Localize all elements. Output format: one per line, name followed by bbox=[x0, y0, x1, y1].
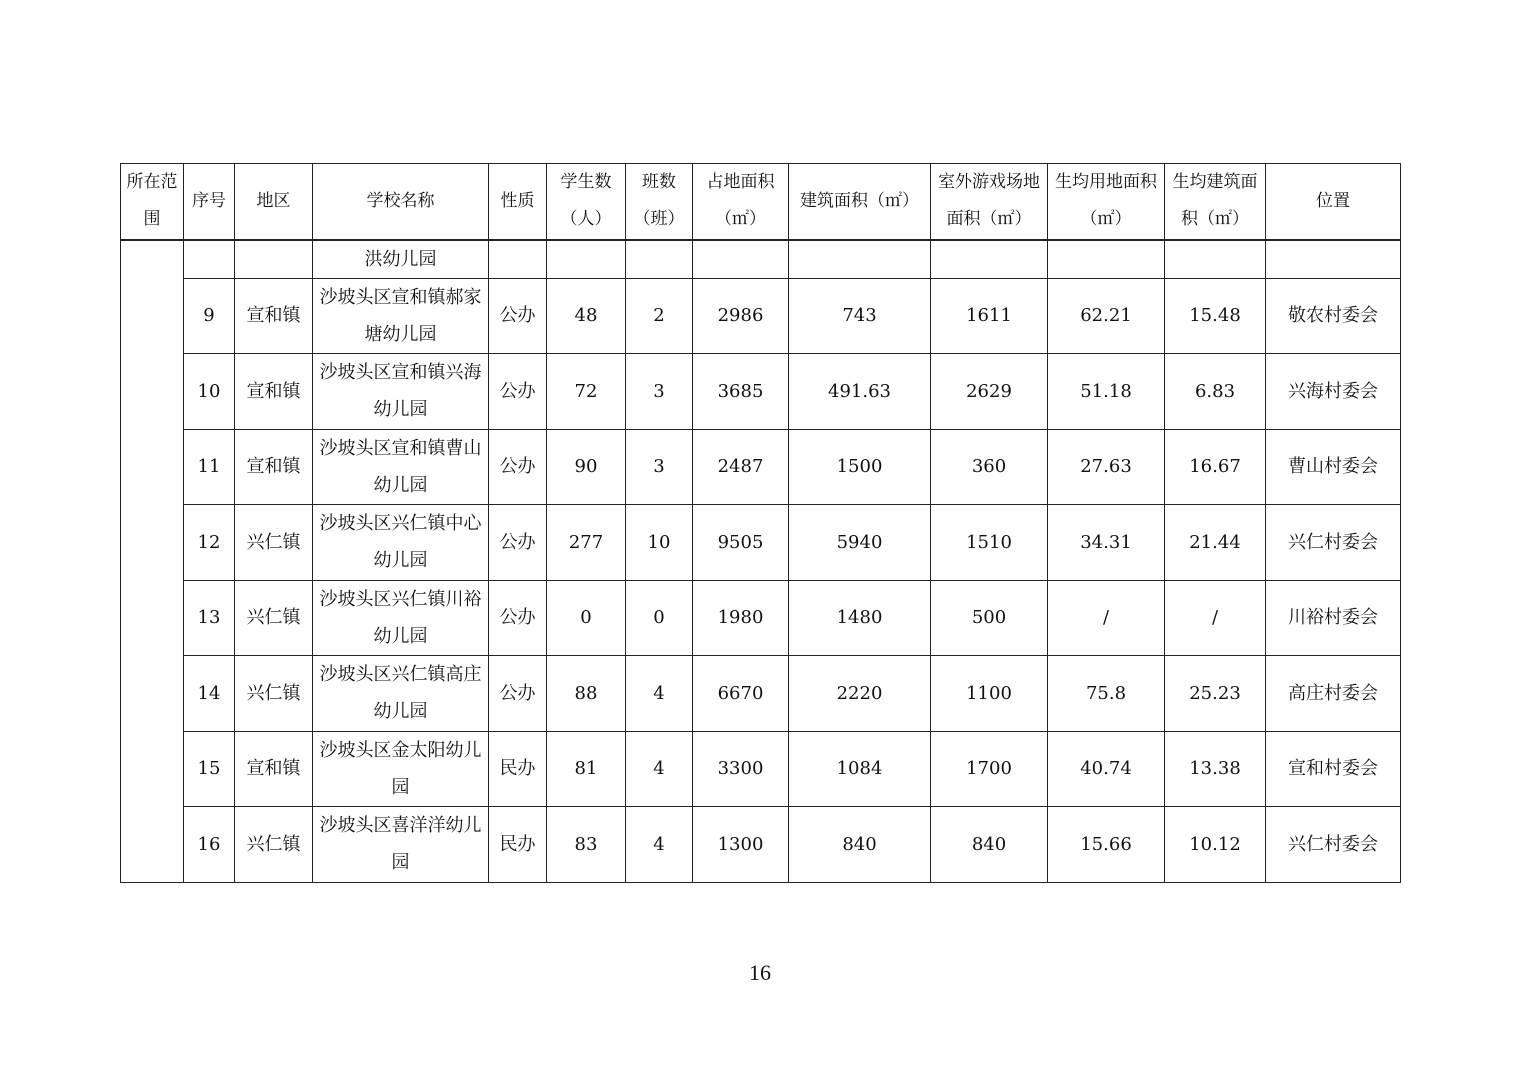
students-cell: 72 bbox=[547, 354, 626, 430]
kindergarten-table bbox=[120, 163, 1401, 883]
no-cell: 9 bbox=[184, 278, 235, 354]
school-cell: 沙坡头区宣和镇兴海幼儿园 bbox=[313, 354, 489, 430]
school-cell: 沙坡头区喜洋洋幼儿园 bbox=[313, 807, 489, 883]
location-cell: 曹山村委会 bbox=[1266, 429, 1401, 505]
col-students: 学生数（人） bbox=[547, 164, 626, 240]
build-per-cell: 15.48 bbox=[1165, 278, 1266, 354]
location-cell: 兴海村委会 bbox=[1266, 354, 1401, 430]
school-cell: 沙坡头区兴仁镇川裕幼儿园 bbox=[313, 580, 489, 656]
area-cell: 兴仁镇 bbox=[235, 807, 313, 883]
outdoor-cell: 1100 bbox=[931, 656, 1048, 732]
classes-cell: 4 bbox=[626, 731, 693, 807]
col-outdoor: 室外游戏场地面积（㎡） bbox=[931, 164, 1048, 240]
school-cell: 沙坡头区金太阳幼儿园 bbox=[313, 731, 489, 807]
students-cell: 90 bbox=[547, 429, 626, 505]
build-per-cell: 10.12 bbox=[1165, 807, 1266, 883]
students-cell: 83 bbox=[547, 807, 626, 883]
no-cell: 10 bbox=[184, 354, 235, 430]
land-per-cell: / bbox=[1048, 580, 1165, 656]
classes-cell: 10 bbox=[626, 505, 693, 581]
nature-cell: 公办 bbox=[489, 278, 547, 354]
no-cell: 12 bbox=[184, 505, 235, 581]
building-cell: 840 bbox=[789, 807, 931, 883]
area-cell: 兴仁镇 bbox=[235, 505, 313, 581]
land-cell: 1300 bbox=[693, 807, 789, 883]
nature-cell: 公办 bbox=[489, 656, 547, 732]
header-row bbox=[121, 164, 1401, 240]
nature-cell: 公办 bbox=[489, 505, 547, 581]
outdoor-cell: 840 bbox=[931, 807, 1048, 883]
col-building: 建筑面积（㎡） bbox=[789, 164, 931, 240]
nature-cell: 民办 bbox=[489, 731, 547, 807]
no-cell: 14 bbox=[184, 656, 235, 732]
area-cell: 宣和镇 bbox=[235, 278, 313, 354]
building-cell: 743 bbox=[789, 278, 931, 354]
build-per-cell: 25.23 bbox=[1165, 656, 1266, 732]
location-cell: 川裕村委会 bbox=[1266, 580, 1401, 656]
classes-cell: 3 bbox=[626, 429, 693, 505]
students-cell: 277 bbox=[547, 505, 626, 581]
land-cell: 3685 bbox=[693, 354, 789, 430]
building-cell: 2220 bbox=[789, 656, 931, 732]
range-cell bbox=[121, 240, 184, 883]
land-cell: 6670 bbox=[693, 656, 789, 732]
table-row bbox=[121, 278, 1401, 354]
page-number: 16 bbox=[749, 960, 771, 985]
land-per-cell: 51.18 bbox=[1048, 354, 1165, 430]
location-cell: 兴仁村委会 bbox=[1266, 505, 1401, 581]
table-row bbox=[121, 429, 1401, 505]
col-land: 占地面积（㎡） bbox=[693, 164, 789, 240]
table-row bbox=[121, 505, 1401, 581]
students-cell: 0 bbox=[547, 580, 626, 656]
col-land-per: 生均用地面积（㎡） bbox=[1048, 164, 1165, 240]
col-no: 序号 bbox=[184, 164, 235, 240]
no-cell: 11 bbox=[184, 429, 235, 505]
land-per-cell: 40.74 bbox=[1048, 731, 1165, 807]
col-nature: 性质 bbox=[489, 164, 547, 240]
no-cell: 15 bbox=[184, 731, 235, 807]
area-cell: 宣和镇 bbox=[235, 354, 313, 430]
building-cell: 1480 bbox=[789, 580, 931, 656]
land-cell: 2487 bbox=[693, 429, 789, 505]
school-cell: 沙坡头区宣和镇曹山幼儿园 bbox=[313, 429, 489, 505]
area-cell: 兴仁镇 bbox=[235, 580, 313, 656]
col-area: 地区 bbox=[235, 164, 313, 240]
table-row-continued bbox=[121, 240, 1401, 279]
land-per-cell: 27.63 bbox=[1048, 429, 1165, 505]
location-cell: 兴仁村委会 bbox=[1266, 807, 1401, 883]
outdoor-cell: 1700 bbox=[931, 731, 1048, 807]
school-cell: 沙坡头区兴仁镇高庄幼儿园 bbox=[313, 656, 489, 732]
students-cell: 81 bbox=[547, 731, 626, 807]
table-row bbox=[121, 656, 1401, 732]
building-cell: 5940 bbox=[789, 505, 931, 581]
students-cell: 88 bbox=[547, 656, 626, 732]
land-cell: 1980 bbox=[693, 580, 789, 656]
outdoor-cell: 2629 bbox=[931, 354, 1048, 430]
build-per-cell: 13.38 bbox=[1165, 731, 1266, 807]
land-cell: 2986 bbox=[693, 278, 789, 354]
school-cell: 沙坡头区宣和镇郝家塘幼儿园 bbox=[313, 278, 489, 354]
table-row bbox=[121, 807, 1401, 883]
classes-cell: 3 bbox=[626, 354, 693, 430]
col-build-per: 生均建筑面积（㎡） bbox=[1165, 164, 1266, 240]
col-range: 所在范围 bbox=[121, 164, 184, 240]
table-row bbox=[121, 354, 1401, 430]
no-cell: 13 bbox=[184, 580, 235, 656]
land-cell: 3300 bbox=[693, 731, 789, 807]
nature-cell: 公办 bbox=[489, 580, 547, 656]
no-cell: 16 bbox=[184, 807, 235, 883]
land-cell: 9505 bbox=[693, 505, 789, 581]
outdoor-cell: 1611 bbox=[931, 278, 1048, 354]
build-per-cell: 21.44 bbox=[1165, 505, 1266, 581]
build-per-cell: 6.83 bbox=[1165, 354, 1266, 430]
col-location: 位置 bbox=[1266, 164, 1401, 240]
col-school: 学校名称 bbox=[313, 164, 489, 240]
area-cell: 宣和镇 bbox=[235, 731, 313, 807]
nature-cell: 民办 bbox=[489, 807, 547, 883]
building-cell: 1500 bbox=[789, 429, 931, 505]
classes-cell: 4 bbox=[626, 807, 693, 883]
table-row bbox=[121, 731, 1401, 807]
classes-cell: 0 bbox=[626, 580, 693, 656]
school-cell: 洪幼儿园 bbox=[313, 240, 489, 279]
build-per-cell: / bbox=[1165, 580, 1266, 656]
school-cell: 沙坡头区兴仁镇中心幼儿园 bbox=[313, 505, 489, 581]
nature-cell: 公办 bbox=[489, 429, 547, 505]
table-row bbox=[121, 580, 1401, 656]
classes-cell: 4 bbox=[626, 656, 693, 732]
col-classes: 班数（班） bbox=[626, 164, 693, 240]
area-cell: 宣和镇 bbox=[235, 429, 313, 505]
land-per-cell: 15.66 bbox=[1048, 807, 1165, 883]
outdoor-cell: 1510 bbox=[931, 505, 1048, 581]
area-cell: 兴仁镇 bbox=[235, 656, 313, 732]
building-cell: 1084 bbox=[789, 731, 931, 807]
land-per-cell: 34.31 bbox=[1048, 505, 1165, 581]
land-per-cell: 75.8 bbox=[1048, 656, 1165, 732]
students-cell: 48 bbox=[547, 278, 626, 354]
land-per-cell: 62.21 bbox=[1048, 278, 1165, 354]
build-per-cell: 16.67 bbox=[1165, 429, 1266, 505]
location-cell: 高庄村委会 bbox=[1266, 656, 1401, 732]
outdoor-cell: 500 bbox=[931, 580, 1048, 656]
location-cell: 宣和村委会 bbox=[1266, 731, 1401, 807]
location-cell: 敬农村委会 bbox=[1266, 278, 1401, 354]
building-cell: 491.63 bbox=[789, 354, 931, 430]
nature-cell: 公办 bbox=[489, 354, 547, 430]
classes-cell: 2 bbox=[626, 278, 693, 354]
outdoor-cell: 360 bbox=[931, 429, 1048, 505]
